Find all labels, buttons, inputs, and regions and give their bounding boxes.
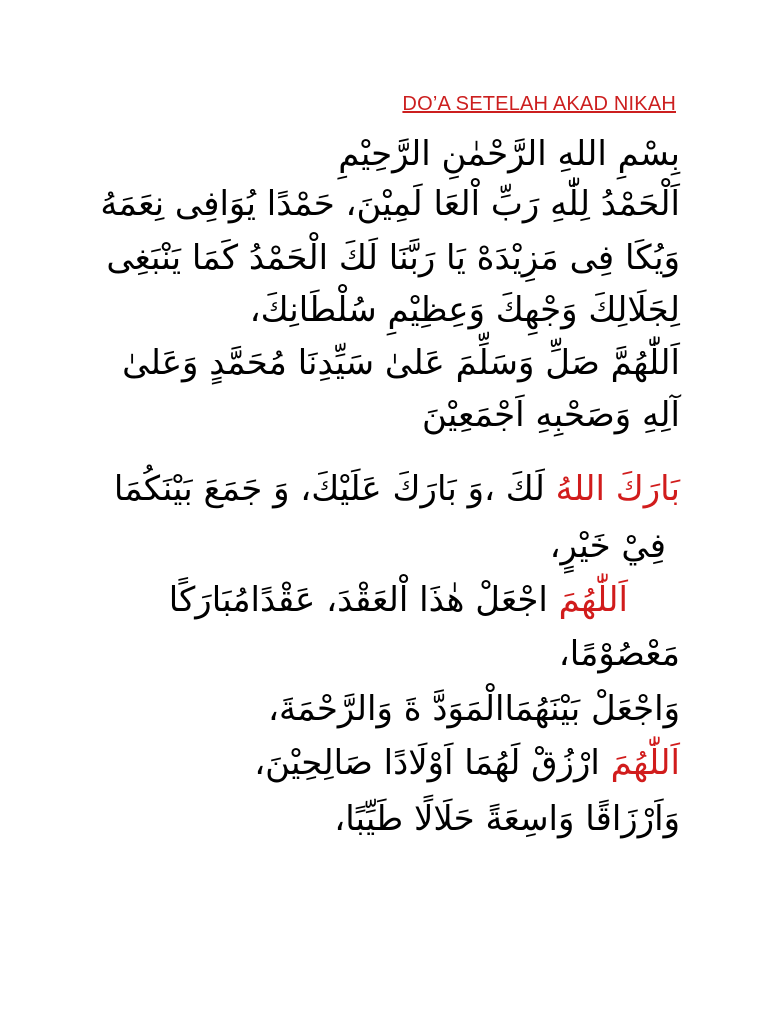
blessing-highlight: بَارَكَ اللهُ: [555, 469, 680, 509]
prayer-line: وَيُكَا فِى مَزِيْدَهْ يَا رَبَّنَا لَكَ الْحَمْدُ كَمَا يَنْبَغِى: [106, 238, 680, 278]
supplication-line: [254, 737, 680, 789]
allahumma-highlight: اَللّٰهُمَ: [558, 580, 628, 620]
prayer-line: اَلْحَمْدُ لِلّٰهِ رَبِّ اْلعَا لَمِيْنَ، حَمْدًا يُوَافِى نِعَمَهُ: [100, 184, 680, 224]
prayer-line: لِجَلَالِكَ وَجْهِكَ وَعِظِيْمِ سُلْطَانِكَ،: [249, 290, 680, 330]
prayer-line: اَللّٰهُمَّ صَلِّ وَسَلِّمَ عَلىٰ سَيِّدِنَا مُحَمَّدٍ وَعَلىٰ: [122, 343, 680, 383]
allahumma-highlight: اَللّٰهُمَ: [610, 743, 680, 783]
supplication-line: وَاَرْزَاقًا وَاسِعَةً حَلَالًا طَيِّبًا،: [334, 799, 680, 839]
blessing-line: [114, 463, 680, 515]
supplication-line: مَعْصُوْمًا،: [558, 634, 680, 674]
supplication-line: وَاجْعَلْ بَيْنَهُمَاالْمَوَدَّ ةَ وَالرَّحْمَةَ،: [268, 689, 680, 729]
supplication-text: اجْعَلْ هٰذَا اْلعَقْدَ، عَقْدًامُبَارَكًا: [168, 580, 559, 620]
blessing-text: لَكَ ،وَ بَارَكَ عَلَيْكَ، وَ جَمَعَ بَيْنَكُمَا: [113, 469, 556, 509]
blessing-line: فِيْ خَيْرٍ،: [549, 526, 666, 566]
basmala-line: بِسْمِ اللهِ الرَّحْمٰنِ الرَّحِيْمِ: [338, 134, 680, 174]
supplication-text: ارْزُقْ لَهُمَا اَوْلَادًا صَالِحِيْنَ،: [254, 743, 611, 783]
prayer-line: آلِهِ وَصَحْبِهِ اَجْمَعِيْنَ: [421, 395, 680, 435]
document-title: DO’A SETELAH AKAD NIKAH: [402, 93, 676, 115]
supplication-line: [169, 574, 628, 626]
